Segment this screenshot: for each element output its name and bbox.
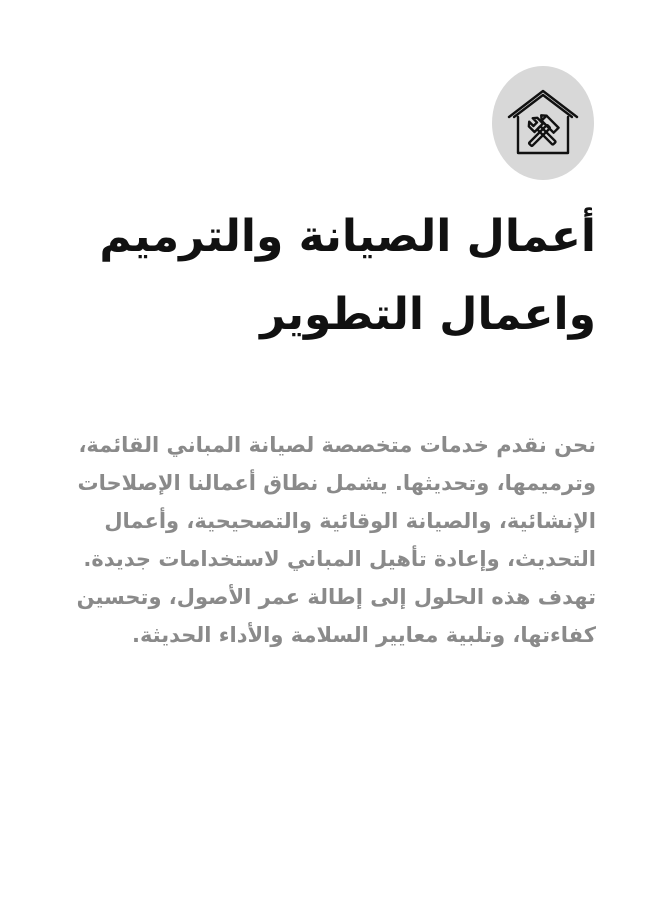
icon-badge — [492, 66, 594, 180]
service-title: أعمال الصيانة والترميم واعمال التطوير — [99, 211, 596, 340]
house-tools-icon — [505, 87, 581, 159]
service-description: نحن نقدم خدمات متخصصة لصيانة المباني القائمة، وترميمها، وتحديثها. يشمل نطاق أعمالنا الإصلاحات الإنشائية، والصيانة الوقائية والتصحيحية، وأعمال التحديث، وإعادة تأهيل المباني لاستخدامات جديدة. تهدف هذه الحلول إلى إطالة عمر الأصول، وتحسين كفاءتها، وتلبية معايير السلامة والأداء الحديثة. — [76, 433, 596, 647]
